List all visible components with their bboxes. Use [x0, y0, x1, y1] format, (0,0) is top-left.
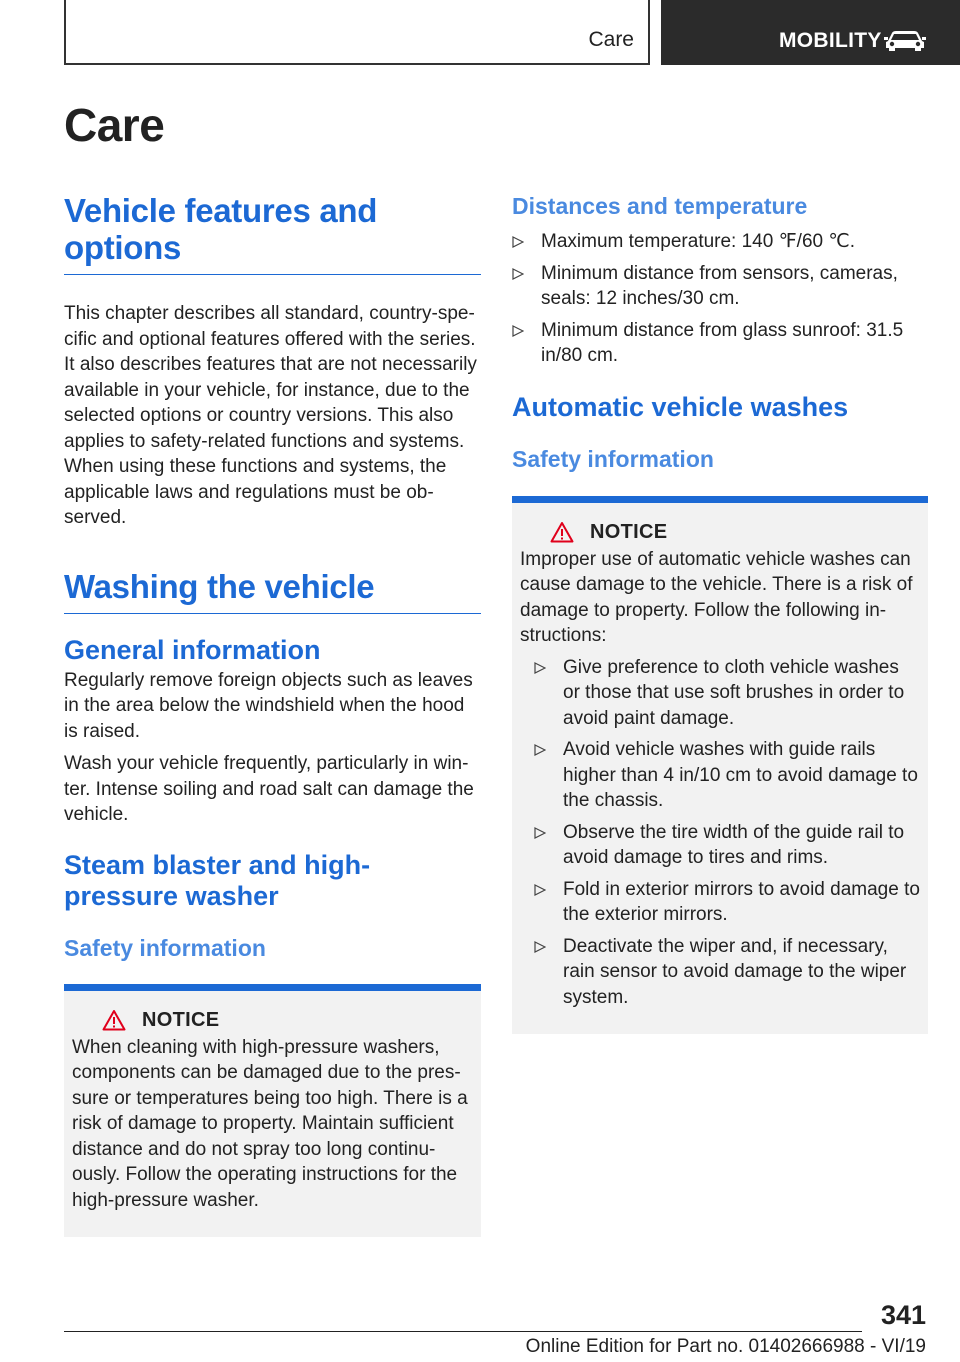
page-title: Care [64, 99, 165, 151]
list-item: Minimum distance from sensors, cameras, seals: 12 inches/30 cm. [512, 261, 928, 312]
triangle-bullet-icon [534, 941, 546, 953]
list-item: Give preference to cloth vehicle washes or those that use soft brushes in order to avoid paint damage. [534, 655, 920, 732]
left-column [64, 192, 481, 1237]
triangle-bullet-icon [534, 827, 546, 839]
header-chapter-box [661, 0, 960, 65]
triangle-bullet-icon [512, 325, 524, 337]
triangle-bullet-icon [512, 268, 524, 280]
vehicle-features-heading: Vehicle features and options [64, 192, 481, 275]
notice-header [72, 1009, 473, 1032]
distances-heading: Distances and temperature [512, 193, 808, 219]
list-item: Fold in exterior mirrors to avoid damage to the exterior mirrors. [534, 877, 920, 928]
notice-title: NOTICE [142, 1008, 220, 1031]
general-info-paragraph-2: Wash your vehicle frequently, particularly in winter. Intense soiling and road salt can damage the vehicle. [64, 753, 474, 825]
triangle-bullet-icon [534, 662, 546, 674]
header-section-label: Care [588, 28, 634, 51]
notice-box-high-pressure [64, 984, 481, 1238]
steam-blaster-heading: Steam blaster and high-pressure washer [64, 849, 371, 911]
vehicle-features-text: This chapter describes all standard, country-specific and optional features offered with the series. It also describes features that are not necessarily available in your vehicle, for instance, due to the selected options or country versions. This also applies to safety-related functions and systems. When using these functions and systems, the applicable laws and regulations must be observed. [64, 303, 477, 528]
page-number: 341 [880, 1300, 926, 1330]
triangle-bullet-icon [512, 236, 524, 248]
notice-text-automatic-washes: Improper use of automatic vehicle washes can cause damage to the vehicle. There is a risk of damage to property. Follow the following instructions: [520, 548, 913, 646]
right-column [512, 192, 928, 1034]
notice-text-high-pressure: When cleaning with high-pressure washers, components can be damaged due to the pressure or temperatures being too high. There is a risk of damage to property. Maintain sufficient distance and do not spray too long continuously. Follow the operating instructions for the high-pressure washer. [72, 1036, 468, 1211]
triangle-bullet-icon [534, 744, 546, 756]
list-item: Maximum temperature: 140 ℉/60 ℃. [512, 229, 928, 255]
notice-title: NOTICE [590, 520, 668, 543]
safety-info-heading-right: Safety information [512, 445, 714, 472]
safety-info-heading-left: Safety information [64, 934, 266, 961]
header-chapter-label: MOBILITY [779, 29, 882, 52]
header-section-box [64, 0, 650, 65]
notice-box-automatic-washes [512, 496, 928, 1035]
list-item: Deactivate the wiper and, if necessary, rain sensor to avoid damage to the wiper system. [534, 934, 920, 1011]
automatic-washes-list [520, 655, 920, 1011]
list-item: Avoid vehicle washes with guide rails higher than 4 in/10 cm to avoid damage to the chassis. [534, 737, 920, 814]
triangle-bullet-icon [534, 884, 546, 896]
washing-heading: Washing the vehicle [64, 568, 481, 614]
list-item: Minimum distance from glass sunroof: 31.5 in/80 cm. [512, 318, 928, 369]
distances-list [512, 229, 928, 369]
general-info-paragraph-1: Regularly remove foreign objects such as leaves in the area below the windshield when the hood is raised. [64, 669, 473, 742]
general-info-heading: General information [64, 634, 321, 665]
list-item: Observe the tire width of the guide rail to avoid damage to tires and rims. [534, 820, 920, 871]
footer-edition: Online Edition for Part no. 01402666988 - VI/19 [525, 1336, 926, 1357]
warning-triangle-icon [102, 1009, 126, 1031]
car-icon [884, 28, 926, 52]
automatic-washes-heading: Automatic vehicle washes [512, 391, 849, 422]
footer-divider [64, 1331, 862, 1332]
warning-triangle-icon [550, 521, 574, 543]
notice-header [520, 521, 920, 544]
